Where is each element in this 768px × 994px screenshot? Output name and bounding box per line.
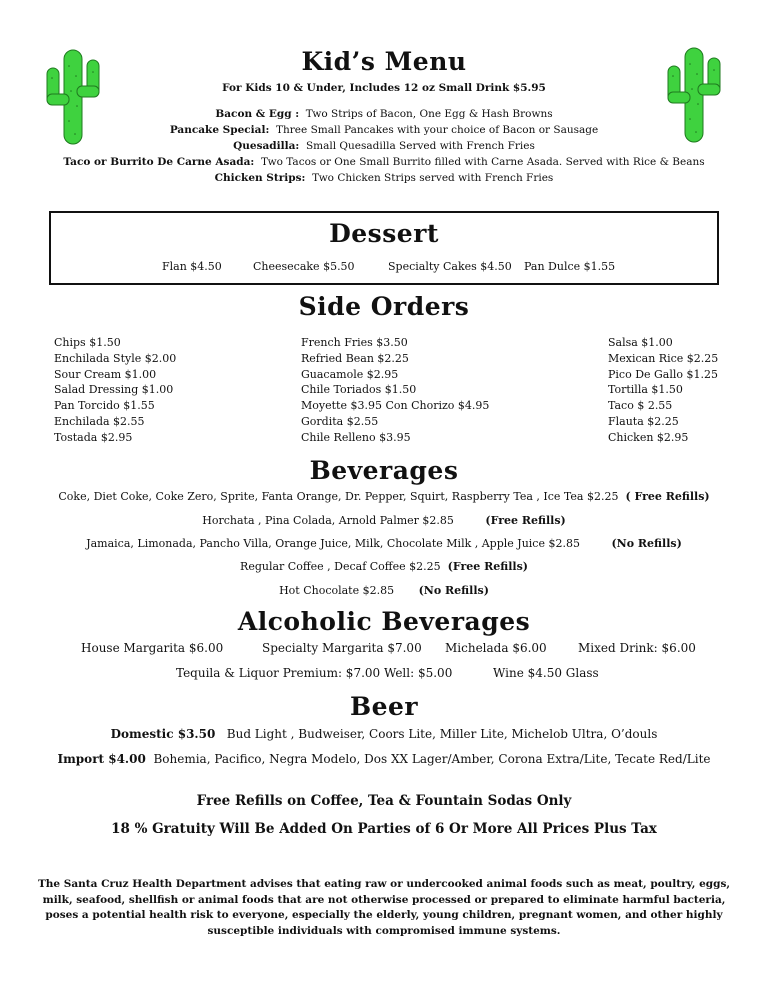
side-item: Taco $ 2.55: [608, 399, 673, 413]
dessert-item: Specialty Cakes $4.50: [388, 260, 512, 273]
side-item: Refried Bean $2.25: [301, 351, 409, 365]
side-orders-column-2: [301, 335, 489, 446]
side-orders-column-1: [54, 335, 176, 446]
beverage-line: Horchata , Pina Colada, Arnold Palmer $2.85 (Free Refills): [202, 514, 566, 527]
alcohol-item: Mixed Drink: $6.00: [578, 641, 696, 655]
dessert-item: Flan $4.50: [162, 260, 222, 273]
kids-menu-subtitle: For Kids 10 & Under, Includes 12 oz Small Drink $5.95: [222, 82, 546, 94]
alcohol-item: Specialty Margarita $7.00: [262, 641, 422, 655]
side-item: Chicken $2.95: [608, 430, 689, 444]
alcohol-item: Michelada $6.00: [445, 641, 547, 655]
kids-item: Quesadilla: Small Quesadilla Served with French Fries: [233, 140, 535, 152]
side-item: Moyette $3.95 Con Chorizo $4.95: [301, 399, 490, 413]
beverages-title: Beverages: [309, 456, 459, 485]
side-item: Chile Relleno $3.95: [301, 430, 411, 444]
side-orders-title: Side Orders: [298, 292, 470, 321]
alcohol-item: House Margarita $6.00: [81, 641, 224, 655]
side-item: Chile Toriados $1.50: [301, 383, 417, 397]
beverage-line: Coke, Diet Coke, Coke Zero, Sprite, Fanta Orange, Dr. Pepper, Squirt, Raspberry Tea , Ice Tea $2.25 ( Free Refills): [58, 490, 710, 503]
side-orders-column-3: [608, 335, 718, 446]
alcohol-item: Wine $4.50 Glass: [493, 666, 599, 680]
kids-item: Bacon & Egg : Two Strips of Bacon, One Egg & Hash Browns: [215, 108, 553, 120]
gratuity-note: 18 % Gratuity Will Be Added On Parties of 6 Or More All Prices Plus Tax: [111, 821, 657, 837]
health-disclaimer: [0, 877, 768, 939]
side-item: Gordita $2.55: [301, 414, 379, 428]
side-item: Mexican Rice $2.25: [608, 351, 719, 365]
dessert-item: Pan Dulce $1.55: [524, 260, 616, 273]
side-item: Tostada $2.95: [54, 430, 133, 444]
side-item: Tortilla $1.50: [608, 383, 683, 397]
disclaimer-line: milk, seafood, shellfish or animal foods that are not otherwise processed or prepared to eliminate harmful bacteria,: [42, 893, 726, 906]
side-item: Guacamole $2.95: [301, 367, 399, 381]
side-item: Sour Cream $1.00: [54, 367, 157, 381]
beer-domestic-line: Domestic $3.50 Bud Light , Budweiser, Coors Lite, Miller Lite, Michelob Ultra, O’douls: [110, 727, 658, 741]
beer-title: Beer: [349, 692, 419, 721]
alcohol-item: Tequila & Liquor Premium: $7.00 Well: $5.00: [176, 666, 453, 680]
beer-import-line: Import $4.00 Bohemia, Pacifico, Negra Modelo, Dos XX Lager/Amber, Corona Extra/Lite, Tecate Red/Lite: [57, 752, 711, 766]
beverage-line: Hot Chocolate $2.85 (No Refills): [279, 584, 489, 597]
side-item: Salad Dressing $1.00: [54, 383, 174, 397]
beverage-line: Jamaica, Limonada, Pancho Villa, Orange Juice, Milk, Chocolate Milk , Apple Juice $2.85 (No Refills): [86, 537, 682, 550]
disclaimer-line: The Santa Cruz Health Department advises that eating raw or undercooked animal foods such as meat, poultry, eggs,: [37, 878, 731, 890]
kids-item: Chicken Strips: Two Chicken Strips served with French Fries: [214, 172, 554, 184]
kids-menu-items: [0, 106, 768, 186]
side-item: Flauta $2.25: [608, 414, 679, 428]
side-item: Salsa $1.00: [608, 336, 673, 349]
free-refills-note: Free Refills on Coffee, Tea & Fountain Sodas Only: [196, 793, 572, 809]
kids-item: Taco or Burrito De Carne Asada: Two Tacos or One Small Burrito filled with Carne Asada. Served with Rice & Beans: [63, 156, 705, 168]
side-item: French Fries $3.50: [301, 336, 408, 349]
side-item: Pico De Gallo $1.25: [608, 367, 719, 381]
dessert-box: [49, 211, 719, 285]
alcoholic-beverages-title: Alcoholic Beverages: [237, 607, 531, 636]
side-item: Pan Torcido $1.55: [54, 399, 155, 413]
beverage-line: Regular Coffee , Decaf Coffee $2.25 (Free Refills): [240, 560, 528, 573]
disclaimer-line: poses a potential health risk to everyone, especially the elderly, young children, pregnant women, and other highly: [45, 909, 723, 921]
side-item: Chips $1.50: [54, 336, 121, 349]
kids-menu-title: Kid’s Menu: [301, 47, 467, 76]
side-item: Enchilada $2.55: [54, 414, 145, 428]
disclaimer-line: susceptible individuals with compromised immune systems.: [207, 924, 561, 937]
dessert-item: Cheesecake $5.50: [253, 260, 355, 273]
dessert-title: Dessert: [329, 219, 439, 248]
kids-item: Pancake Special: Three Small Pancakes with your choice of Bacon or Sausage: [169, 124, 599, 136]
side-item: Enchilada Style $2.00: [54, 351, 177, 365]
